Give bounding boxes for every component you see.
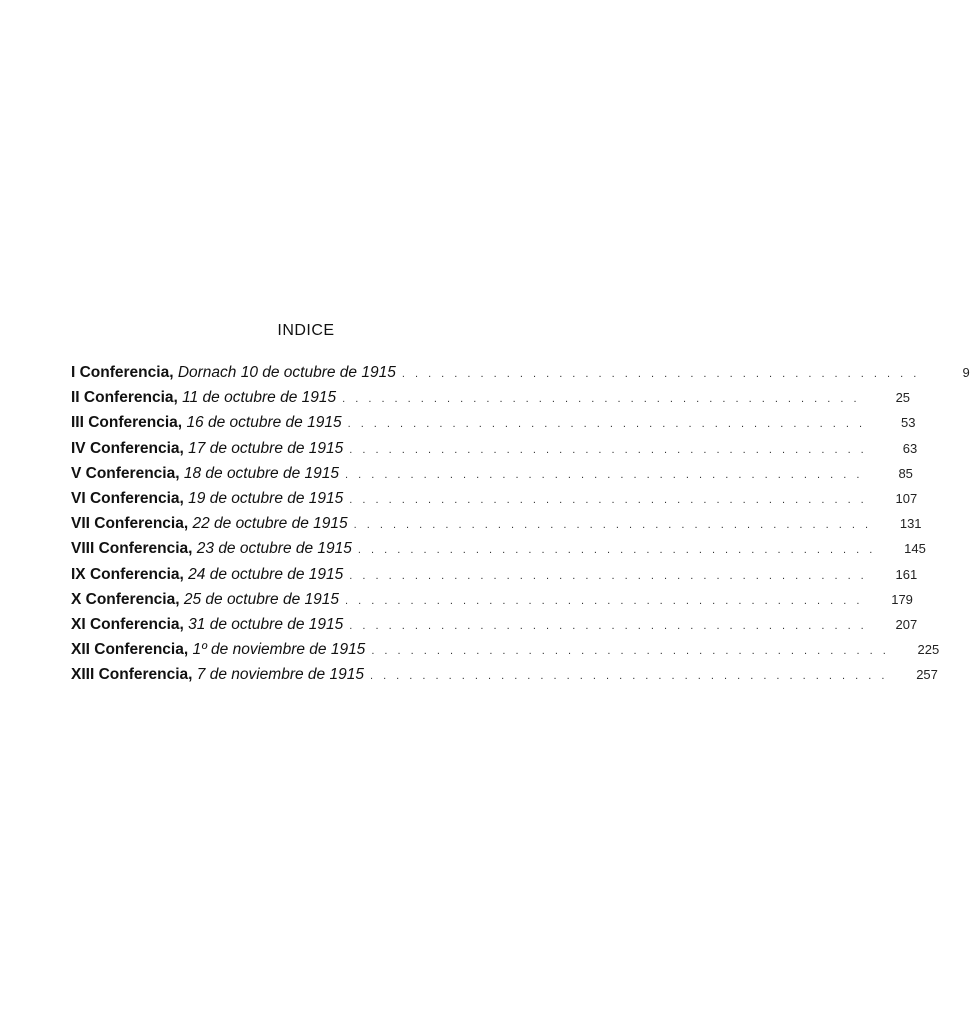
toc-label: XI Conferencia, — [71, 615, 184, 633]
toc-page-number: 257 — [916, 667, 938, 683]
toc-label: V Conferencia, — [71, 464, 180, 482]
toc-row — [71, 464, 913, 490]
toc-label: VI Conferencia, — [71, 489, 184, 507]
dot-leader: . . . . . . . . . . . . . . . . . . . . . . . . . . . . . . . . . . . . . . . . — [349, 443, 868, 456]
toc-entry — [71, 641, 365, 659]
toc-page-number: 179 — [891, 591, 913, 607]
toc-label: X Conferencia, — [71, 590, 180, 608]
index-title: INDICE — [277, 322, 335, 339]
toc-label: III Conferencia, — [71, 414, 183, 432]
toc-date: 25 de octubre de 1915 — [183, 590, 339, 608]
toc-date: 1º de noviembre de 1915 — [192, 641, 366, 659]
toc-entry — [71, 490, 343, 508]
toc-page-number: 9 — [962, 365, 970, 380]
toc-row — [71, 439, 918, 465]
dot-leader: . . . . . . . . . . . . . . . . . . . . . . . . . . . . . . . . . . . . . . . . — [349, 619, 868, 632]
toc-page-number: 145 — [904, 541, 926, 557]
toc-label: I Conferencia, — [71, 364, 174, 381]
dot-leader: . . . . . . . . . . . . . . . . . . . . . . . . . . . . . . . . . . . . . . . . — [349, 569, 868, 582]
toc-date: 23 de octubre de 1915 — [196, 540, 352, 558]
toc-date: 24 de octubre de 1915 — [188, 565, 344, 583]
toc-row — [71, 515, 922, 540]
toc-row — [71, 540, 926, 565]
toc-label: XIII Conferencia, — [71, 666, 193, 684]
toc-date: Dornach 10 de octubre de 1915 — [177, 364, 396, 381]
toc-label: VII Conferencia, — [71, 515, 189, 533]
toc-date: 19 de octubre de 1915 — [188, 489, 344, 507]
toc-entry — [71, 540, 352, 558]
dot-leader: . . . . . . . . . . . . . . . . . . . . . . . . . . . . . . . . . . . . . . . . — [349, 493, 868, 506]
toc-date: 17 de octubre de 1915 — [188, 439, 344, 457]
toc-page-number: 53 — [901, 415, 916, 431]
toc-entry — [71, 616, 343, 634]
dot-leader: . . . . . . . . . . . . . . . . . . . . . . . . . . . . . . . . . . . . . . . . — [357, 544, 876, 557]
toc-page-number: 63 — [902, 440, 918, 456]
toc-date: 22 de octubre de 1915 — [192, 515, 348, 533]
toc-row — [71, 414, 916, 439]
toc-label: II Conferencia, — [71, 389, 178, 407]
dot-leader: . . . . . . . . . . . . . . . . . . . . . . . . . . . . . . . . . . . . . . . . — [369, 670, 888, 683]
toc-row — [71, 666, 938, 691]
toc-row — [71, 565, 918, 591]
toc-page-number: 161 — [895, 566, 918, 582]
toc-date: 11 de octubre de 1915 — [182, 389, 337, 407]
toc-label: IX Conferencia, — [71, 565, 184, 583]
toc-page-number: 107 — [895, 490, 918, 506]
toc-entry — [71, 566, 343, 584]
dot-leader: . . . . . . . . . . . . . . . . . . . . . . . . . . . . . . . . . . . . . . . . — [371, 645, 890, 658]
dot-leader: . . . . . . . . . . . . . . . . . . . . . . . . . . . . . . . . . . . . . . . . — [344, 468, 863, 481]
toc-row — [71, 389, 911, 414]
toc-page-number: 85 — [898, 465, 913, 481]
toc-entry — [71, 666, 364, 684]
dot-leader: . . . . . . . . . . . . . . . . . . . . . . . . . . . . . . . . . . . . . . . . — [344, 594, 863, 607]
toc-page-number: 225 — [917, 642, 940, 658]
toc-entry — [71, 440, 343, 458]
toc-entry — [71, 414, 342, 432]
toc-date: 31 de octubre de 1915 — [188, 615, 344, 633]
table-of-contents — [71, 364, 970, 691]
toc-row — [71, 489, 918, 515]
toc-label: VIII Conferencia, — [71, 540, 193, 558]
toc-label: IV Conferencia, — [71, 439, 184, 457]
toc-label: XII Conferencia, — [71, 641, 189, 659]
toc-page-number: 25 — [895, 390, 911, 406]
toc-row — [71, 590, 913, 616]
dot-leader: . . . . . . . . . . . . . . . . . . . . . . . . . . . . . . . . . . . . . . . . — [401, 368, 920, 380]
toc-row — [71, 615, 918, 641]
dot-leader: . . . . . . . . . . . . . . . . . . . . . . . . . . . . . . . . . . . . . . . . — [353, 519, 872, 532]
toc-date: 7 de noviembre de 1915 — [196, 666, 364, 684]
toc-date: 16 de octubre de 1915 — [186, 414, 342, 432]
toc-page-number: 131 — [899, 516, 922, 532]
toc-entry — [71, 465, 339, 483]
toc-entry — [71, 591, 339, 609]
toc-entry — [71, 389, 336, 407]
dot-leader: . . . . . . . . . . . . . . . . . . . . . . . . . . . . . . . . . . . . . . . . — [342, 393, 861, 406]
toc-entry — [71, 515, 348, 533]
toc-row — [71, 641, 940, 666]
toc-row — [71, 364, 970, 389]
toc-page-number: 207 — [895, 616, 918, 632]
dot-leader: . . . . . . . . . . . . . . . . . . . . . . . . . . . . . . . . . . . . . . . . — [347, 418, 866, 431]
toc-date: 18 de octubre de 1915 — [183, 464, 339, 482]
toc-entry — [71, 364, 396, 382]
